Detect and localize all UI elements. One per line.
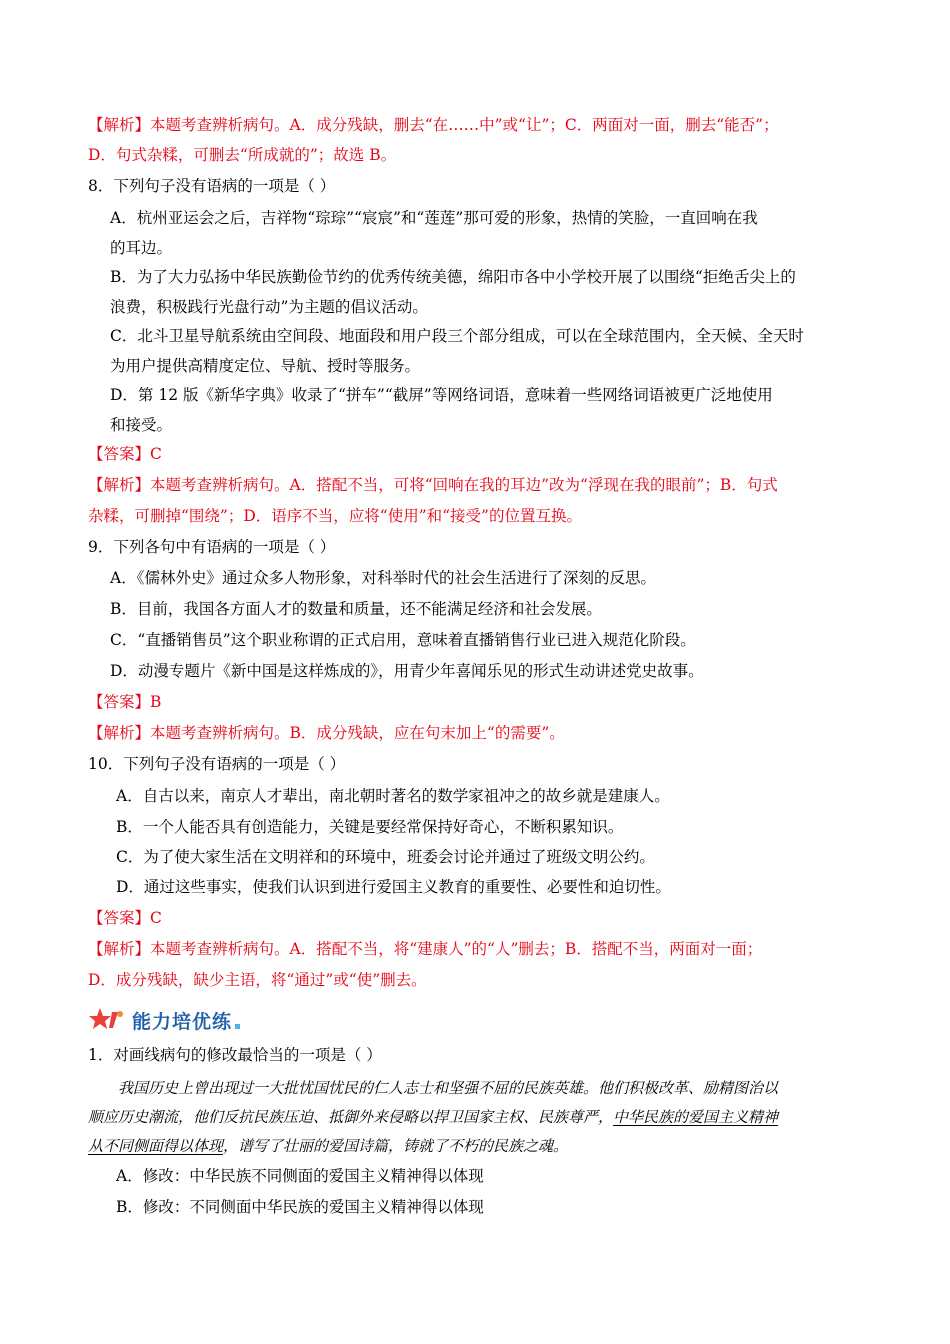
p1-passage-line2-text: 顺应历史潮流，他们反抗民族压迫、抵御外来侵略以捍卫国家主权、民族尊严， <box>88 1108 614 1126</box>
q7-analysis-line2: D．句式杂糅，可删去“所成就的”；故选 B。 <box>88 146 397 164</box>
p1-underlined-sentence-part1: 中华民族的爱国主义精神 <box>613 1108 779 1126</box>
q9-option-c: C．“直播销售员”这个职业称谓的正式启用，意味着直播销售行业已进入规范化阶段。 <box>110 631 696 649</box>
p1-option-a: A．修改：中华民族不同侧面的爱国主义精神得以体现 <box>116 1167 484 1185</box>
q8-answer: 【答案】C <box>88 445 162 463</box>
q9-option-d: D．动漫专题片《新中国是这样炼成的》，用青少年喜闻乐见的形式生动讲述党史故事。 <box>110 662 704 680</box>
q10-option-b: B．一个人能否具有创造能力，关键是要经常保持好奇心，不断积累知识。 <box>116 818 624 836</box>
q9-stem: 9．下列各句中有语病的一项是（ ） <box>88 538 336 556</box>
section-title: 能力培优练 <box>132 1010 233 1033</box>
heading-dot <box>235 1024 240 1029</box>
q9-option-a: A．《儒林外史》通过众多人物形象，对科举时代的社会生活进行了深刻的反思。 <box>110 569 656 587</box>
q8-option-b-line1: B．为了大力弘扬中华民族勤俭节约的优秀传统美德，绵阳市各中小学校开展了以围绕“拒绝舌尖上的 <box>110 268 796 286</box>
q7-analysis-line1: 【解析】本题考查辨析病句。A．成分残缺，删去“在……中”或“让”；C．两面对一面，删去“能否”； <box>88 116 779 134</box>
section-heading <box>88 1005 240 1035</box>
p1-passage-line3-text: ，谱写了壮丽的爱国诗篇，铸就了不朽的民族之魂。 <box>223 1137 569 1155</box>
q9-analysis: 【解析】本题考查辨析病句。B．成分残缺，应在句末加上“的需要”。 <box>88 724 565 742</box>
q10-stem: 10．下列句子没有语病的一项是（ ） <box>88 755 346 773</box>
star-icon <box>88 1006 126 1034</box>
q10-option-a: A．自古以来，南京人才辈出，南北朝时著名的数学家祖冲之的故乡就是建康人。 <box>116 787 670 805</box>
q8-option-d-line1: D．第 12 版《新华字典》收录了“拼车”“截屏”等网络词语，意味着一些网络词语被更广泛地使用 <box>110 386 773 404</box>
p1-passage-line1: 我国历史上曾出现过一大批忧国忧民的仁人志士和坚强不屈的民族英雄。他们积极改革、励精图治以 <box>118 1079 779 1097</box>
p1-stem: 1．对画线病句的修改最恰当的一项是（ ） <box>88 1046 382 1064</box>
q10-analysis-line1: 【解析】本题考查辨析病句。A．搭配不当，将“建康人”的“人”删去；B．搭配不当，两面对一面； <box>88 940 763 958</box>
q10-analysis-line2: D．成分残缺，缺少主语，将“通过”或“使”删去。 <box>88 971 427 989</box>
q10-option-c: C．为了使大家生活在文明祥和的环境中，班委会讨论并通过了班级文明公约。 <box>116 848 655 866</box>
q8-analysis-line1: 【解析】本题考查辨析病句。A．搭配不当，可将“回响在我的耳边”改为“浮现在我的眼前”；B．句式 <box>88 476 778 494</box>
q8-option-c-line2: 为用户提供高精度定位、导航、授时等服务。 <box>110 357 421 375</box>
q10-answer: 【答案】C <box>88 909 162 927</box>
q9-option-b: B．目前，我国各方面人才的数量和质量，还不能满足经济和社会发展。 <box>110 600 602 618</box>
q8-option-a-line2: 的耳边。 <box>110 239 173 257</box>
q8-stem: 8．下列句子没有语病的一项是（ ） <box>88 177 336 195</box>
p1-passage-line3 <box>88 1135 568 1157</box>
q10-option-d: D．通过这些事实，使我们认识到进行爱国主义教育的重要性、必要性和迫切性。 <box>116 878 671 896</box>
p1-passage-line2 <box>88 1106 778 1128</box>
q8-analysis-line2: 杂糅，可删掉“围绕”；D．语序不当，应将“使用”和“接受”的位置互换。 <box>88 507 582 525</box>
q8-option-b-line2: 浪费，积极践行光盘行动”为主题的倡议活动。 <box>110 298 428 316</box>
q8-option-d-line2: 和接受。 <box>110 416 173 434</box>
q9-answer: 【答案】B <box>88 693 162 711</box>
p1-underlined-sentence-part2: 从不同侧面得以体现 <box>88 1137 224 1155</box>
q8-option-a-line1: A．杭州亚运会之后，吉祥物“琮琮”“宸宸”和“莲莲”那可爱的形象，热情的笑脸，一直回响在我 <box>110 209 758 227</box>
p1-option-b: B．修改：不同侧面中华民族的爱国主义精神得以体现 <box>116 1198 484 1216</box>
q8-option-c-line1: C．北斗卫星导航系统由空间段、地面段和用户段三个部分组成，可以在全球范围内，全天候、全天时 <box>110 327 804 345</box>
